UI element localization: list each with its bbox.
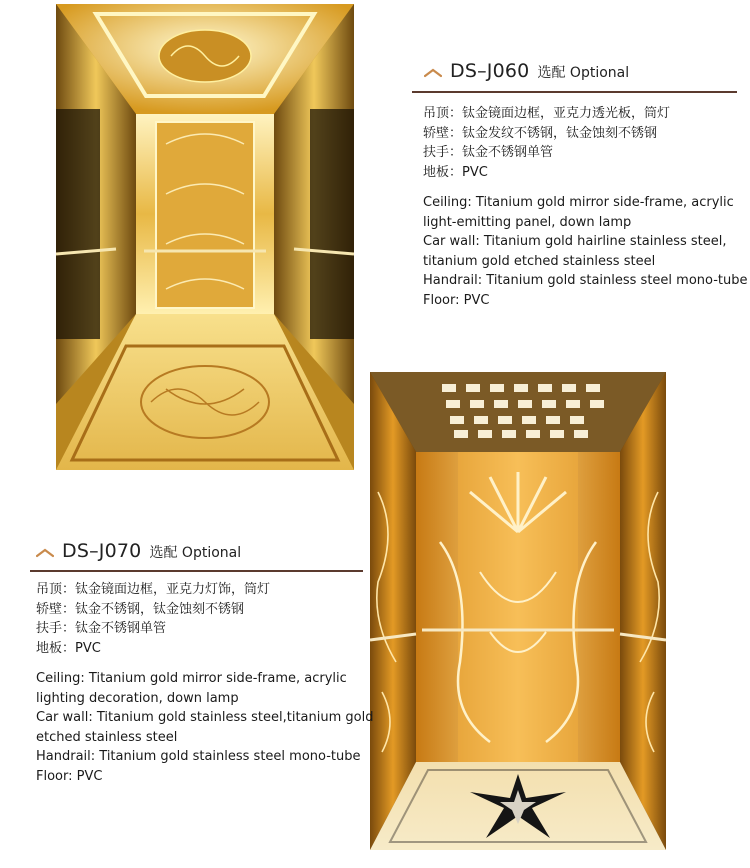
spec-line-zh: 地板：PVC [423,164,488,180]
spec-line-en: Floor: PVC [36,768,103,784]
model-title-j060 [424,60,629,82]
spec-line-zh: 吊顶：钛金镜面边框，亚克力透光板，筒灯 [423,106,671,121]
spec-line-en: lighting decoration, down lamp [36,690,239,706]
spec-line-zh: 吊顶：钛金镜面边框，亚克力灯饰，筒灯 [36,582,271,597]
elevator-photo-j060 [56,4,354,470]
spec-line-zh: 扶手：钛金不锈钢单管 [36,621,167,636]
option-label: 选配 Optional [149,545,242,561]
chevron-up-icon [36,543,54,555]
spec-line-en: Ceiling: Titanium gold mirror side-frame, acrylic [36,671,347,686]
spec-block-j060 [423,104,748,310]
model-code: DS–J060 [450,60,530,82]
spec-line-en: titanium gold etched stainless steel [423,253,656,269]
spec-line-zh: 地板：PVC [36,640,101,656]
spec-line-zh: 轿壁：钛金发纹不锈钢，钛金蚀刻不锈钢 [423,125,658,141]
spec-line-zh: 轿壁：钛金不锈钢，钛金蚀刻不锈钢 [36,601,245,617]
model-code: DS–J070 [62,540,142,562]
spec-line-en: Handrail: Titanium gold stainless steel mono-tube [36,749,361,764]
elevator-photo-j070 [370,372,666,850]
spec-line-en: Ceiling: Titanium gold mirror side-frame, acrylic [423,195,734,210]
spec-line-en: etched stainless steel [36,729,178,745]
spec-line-en: Floor: PVC [423,292,490,308]
spec-block-j070 [36,580,373,786]
spec-line-en: light-emitting panel, down lamp [423,214,632,230]
spec-line-zh: 扶手：钛金不锈钢单管 [423,145,554,160]
model-title-j070 [36,540,241,562]
title-divider [30,570,363,572]
spec-line-en: Handrail: Titanium gold stainless steel mono-tube [423,273,748,288]
spec-line-en: Car wall: Titanium gold hairline stainless steel, [423,234,727,249]
chevron-up-icon [424,63,442,75]
option-label: 选配 Optional [537,65,630,81]
spec-line-en: Car wall: Titanium gold stainless steel,titanium gold [36,710,374,725]
title-divider [412,91,737,93]
